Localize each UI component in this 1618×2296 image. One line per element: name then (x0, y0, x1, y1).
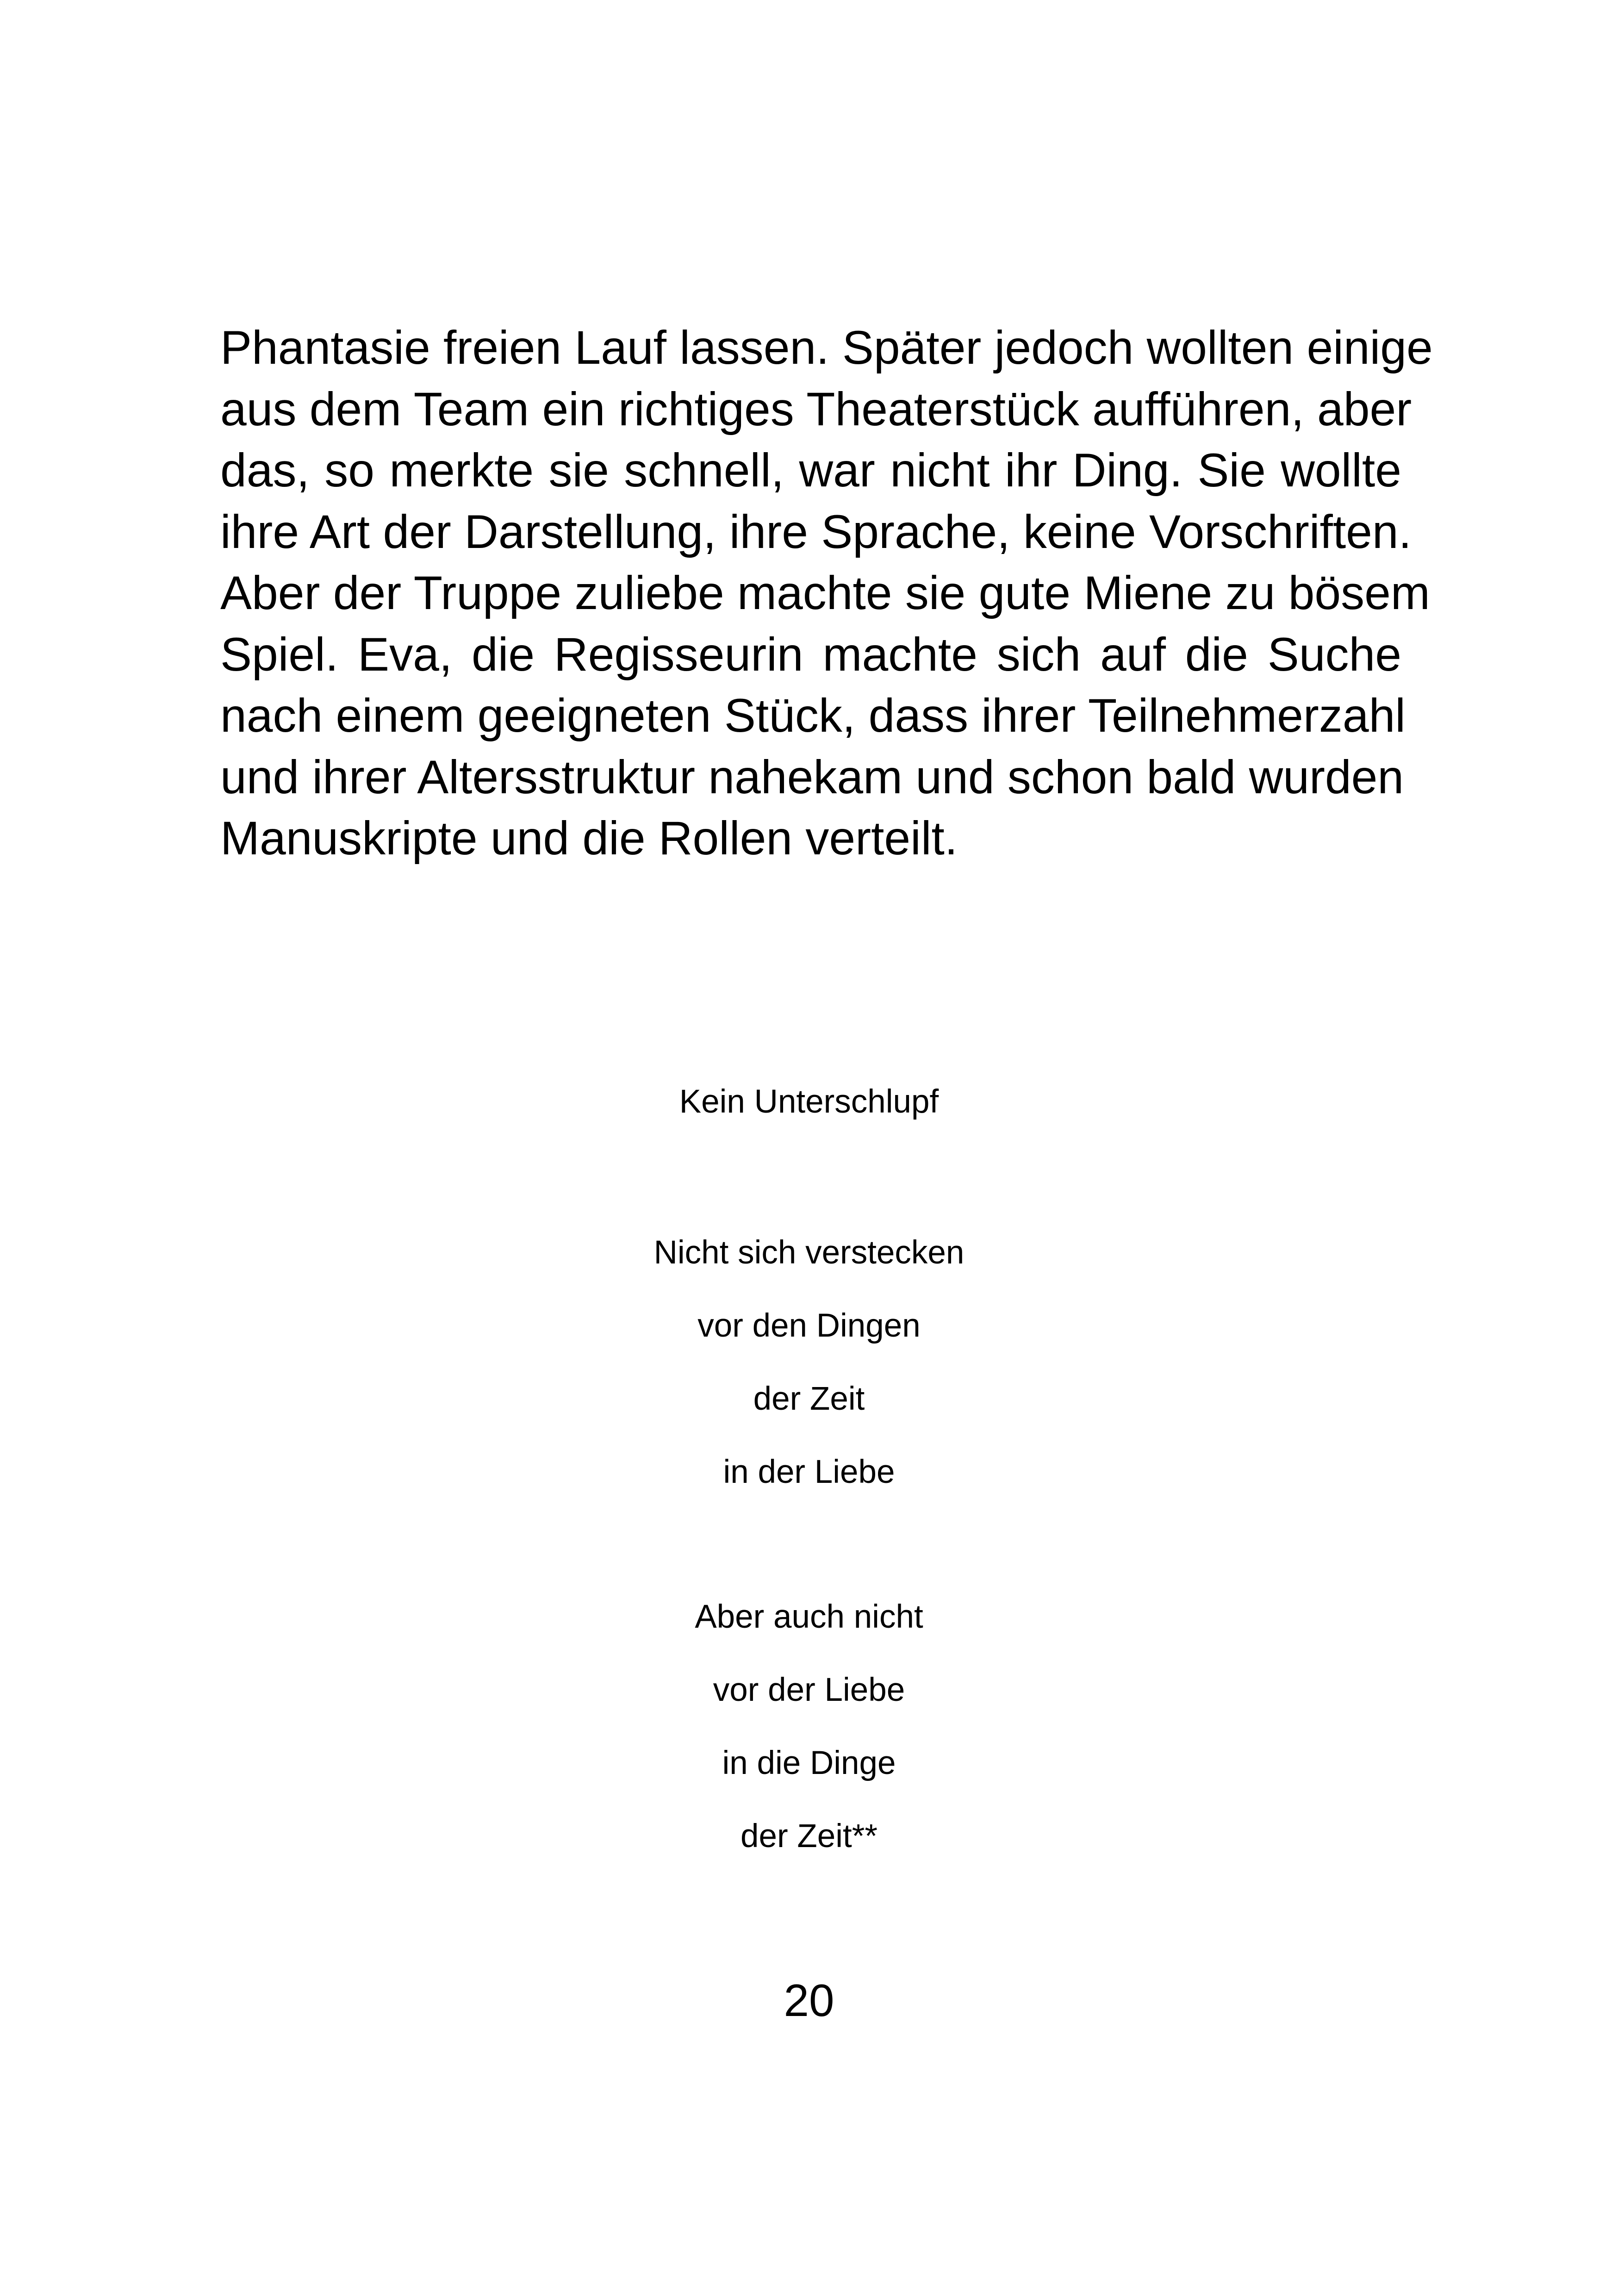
poem-stanza-1 (0, 1216, 1618, 1509)
poem-line: in die Dinge (722, 1745, 896, 1781)
poem-line: Nicht sich verstecken (653, 1234, 965, 1271)
poem-line: der Zeit** (741, 1818, 877, 1854)
poem-line: vor den Dingen (697, 1307, 921, 1344)
body-paragraph (220, 317, 1433, 869)
paragraph-line: Phantasie freien Lauf lassen. Später jedoch wollten einige (220, 321, 1433, 374)
poem-line: der Zeit (753, 1381, 865, 1417)
poem-title: Kein Unterschlupf (679, 1083, 939, 1120)
poem-line: in der Liebe (723, 1454, 895, 1490)
paragraph-line: und ihrer Altersstruktur nahekam und schon bald wurden (220, 750, 1404, 803)
paragraph-line: aus dem Team ein richtiges Theaterstück aufführen, aber (220, 382, 1412, 436)
poem-line: vor der Liebe (713, 1672, 905, 1708)
paragraph-line: Spiel. Eva, die Regisseurin machte sich auf die Suche (220, 628, 1401, 681)
poem-line: Aber auch nicht (695, 1599, 923, 1635)
paragraph-line: Manuskripte und die Rollen verteilt. (220, 812, 958, 865)
paragraph-line: ihre Art der Darstellung, ihre Sprache, keine Vorschriften. (220, 505, 1412, 558)
page-number: 20 (784, 1975, 834, 2026)
paragraph-line: nach einem geeigneten Stück, dass ihrer Teilnehmerzahl (220, 689, 1406, 742)
paragraph-line: das, so merkte sie schnell, war nicht ihr Ding. Sie wollte (220, 444, 1401, 497)
paragraph-line: Aber der Truppe zuliebe machte sie gute Miene zu bösem (220, 566, 1430, 619)
poem-stanza-2 (0, 1580, 1618, 1873)
